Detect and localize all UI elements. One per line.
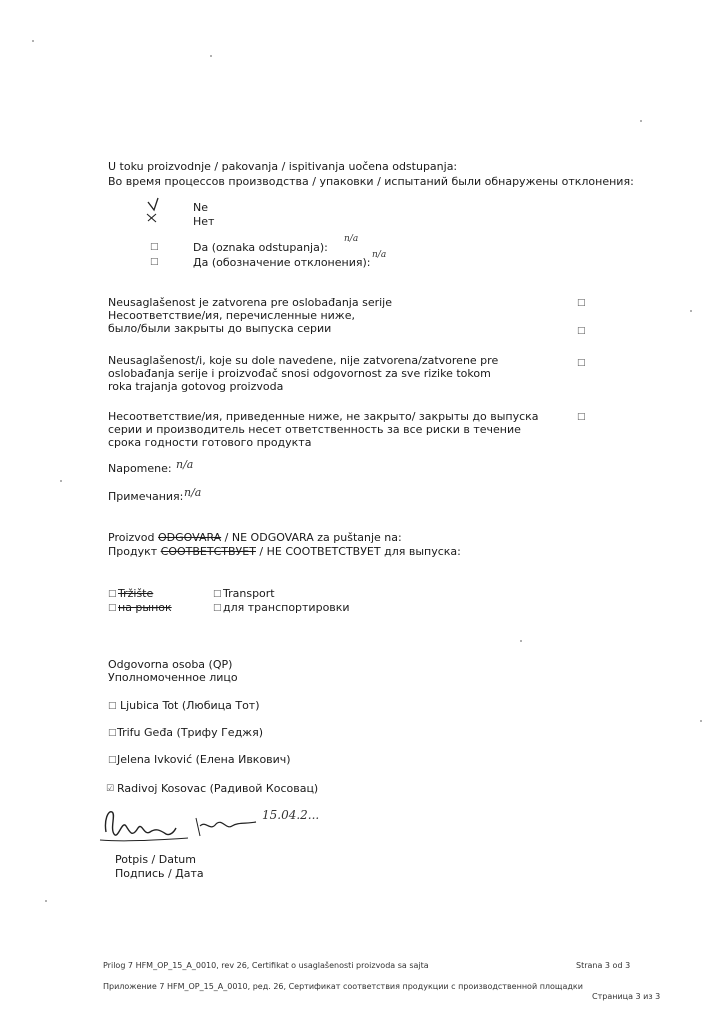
release-struck-sr: ODGOVARA [158,531,222,544]
yes-checkbox-sr: □ [150,242,159,252]
transport-checkbox-ru: □ [213,603,222,613]
notes-label-sr: Napomene: [108,462,172,475]
notes-value-ru: n/a [184,486,202,499]
no-checkmark [144,196,166,224]
footer-left-sr: Prilog 7 HFM_OP_15_A_0010, rev 26, Certifikat o usaglašenosti proizvoda sa sajta [103,961,429,970]
not-closed-ru-3: срока годности готового продукта [108,436,312,449]
signature-date: 15.04.2... [262,808,320,822]
market-checkbox-sr: □ [108,589,117,599]
market-label-ru: на рынок [118,601,172,614]
market-checkbox-ru: □ [108,603,117,613]
release-line-sr: Proizvod ODGOVARA / NE ODGOVARA za puštanje na: [108,531,402,544]
yes-option-ru: Да (обозначение отклонения): [193,256,371,269]
no-option-sr: Ne [193,201,208,214]
scan-speck [45,900,47,902]
yes-option-sr: Da (oznaka odstupanja): [193,241,328,254]
scan-speck [640,120,642,122]
not-closed-sr-3: roka trajanja gotovog proizvoda [108,380,284,393]
notes-label-ru: Примечания: [108,490,184,503]
handwritten-signature [96,802,276,848]
qp-person-1: Ljubica Tot (Любица Тот) [120,699,260,712]
transport-label-ru: для транспортировки [223,601,350,614]
scan-speck [60,480,62,482]
yes-checkbox-ru: □ [150,257,159,267]
scan-speck [700,720,702,722]
footer-right-ru: Страница 3 из 3 [592,992,661,1001]
not-closed-checkbox-ru: □ [577,412,586,422]
closed-checkbox-ru: □ [577,326,586,336]
closed-checkbox-sr: □ [577,298,586,308]
yes-handwritten-ru: n/a [372,250,387,260]
transport-label-sr: Transport [223,587,275,600]
scan-speck [690,310,692,312]
notes-value-sr: n/a [176,458,194,471]
market-label-sr: Tržište [118,587,154,600]
footer-right-sr: Strana 3 od 3 [576,961,631,970]
release-line-ru: Продукт СООТВЕТСТВУЕТ / НЕ СООТВЕТСТВУЕТ для выпуска: [108,545,461,558]
qp-person-4: Radivoj Kosovac (Радивой Косовац) [117,782,319,795]
not-closed-ru-2: серии и производитель несет ответственность за все риски в течение [108,423,521,436]
qp-person-2: Trifu Geđa (Трифу Геджя) [117,726,263,739]
scan-speck [520,640,522,642]
transport-checkbox-sr: □ [213,589,222,599]
signature-label-sr: Potpis / Datum [115,853,196,866]
qp-person-3: Jelena Ivković (Елена Ивкович) [117,753,291,766]
no-option-ru: Нет [193,215,215,228]
qp-checkbox-2: □ [108,728,117,738]
closed-line-2: Несоответствие/ия, перечисленные ниже, [108,309,355,322]
deviations-heading-sr: U toku proizvodnje / pakovanja / ispitivanja uočena odstupanja: [108,160,458,173]
not-closed-sr-1: Neusaglašenost/i, koje su dole navedene, nije zatvorena/zatvorene pre [108,354,499,367]
closed-line-1: Neusaglašenost je zatvorena pre oslobađanja serije [108,296,392,309]
qp-title-sr: Odgovorna osoba (QP) [108,658,233,671]
deviations-heading-ru: Во время процессов производства / упаковки / испытаний были обнаружены отклонения: [108,175,634,188]
qp-checkbox-3: □ [108,755,117,765]
release-struck-ru: СООТВЕТСТВУЕТ [160,545,256,558]
footer-left-ru: Приложение 7 HFM_OP_15_A_0010, ред. 26, Сертификат соответствия продукции с производственной площадки [103,982,583,991]
closed-line-3: было/были закрыты до выпуска серии [108,322,332,335]
yes-handwritten-sr: n/a [344,234,359,244]
qp-checkbox-4-checked: ☑ [106,784,115,794]
qp-title-ru: Уполномоченное лицо [108,671,238,684]
not-closed-sr-2: oslobađanja serije i proizvođač snosi odgovornost za sve rizike tokom [108,367,491,380]
signature-label-ru: Подпись / Дата [115,867,204,880]
scan-speck [32,40,34,42]
not-closed-ru-1: Несоответствие/ия, приведенные ниже, не закрыто/ закрыты до выпуска [108,410,539,423]
scan-speck [210,55,212,57]
qp-checkbox-1: □ [108,701,117,711]
not-closed-checkbox-sr: □ [577,358,586,368]
